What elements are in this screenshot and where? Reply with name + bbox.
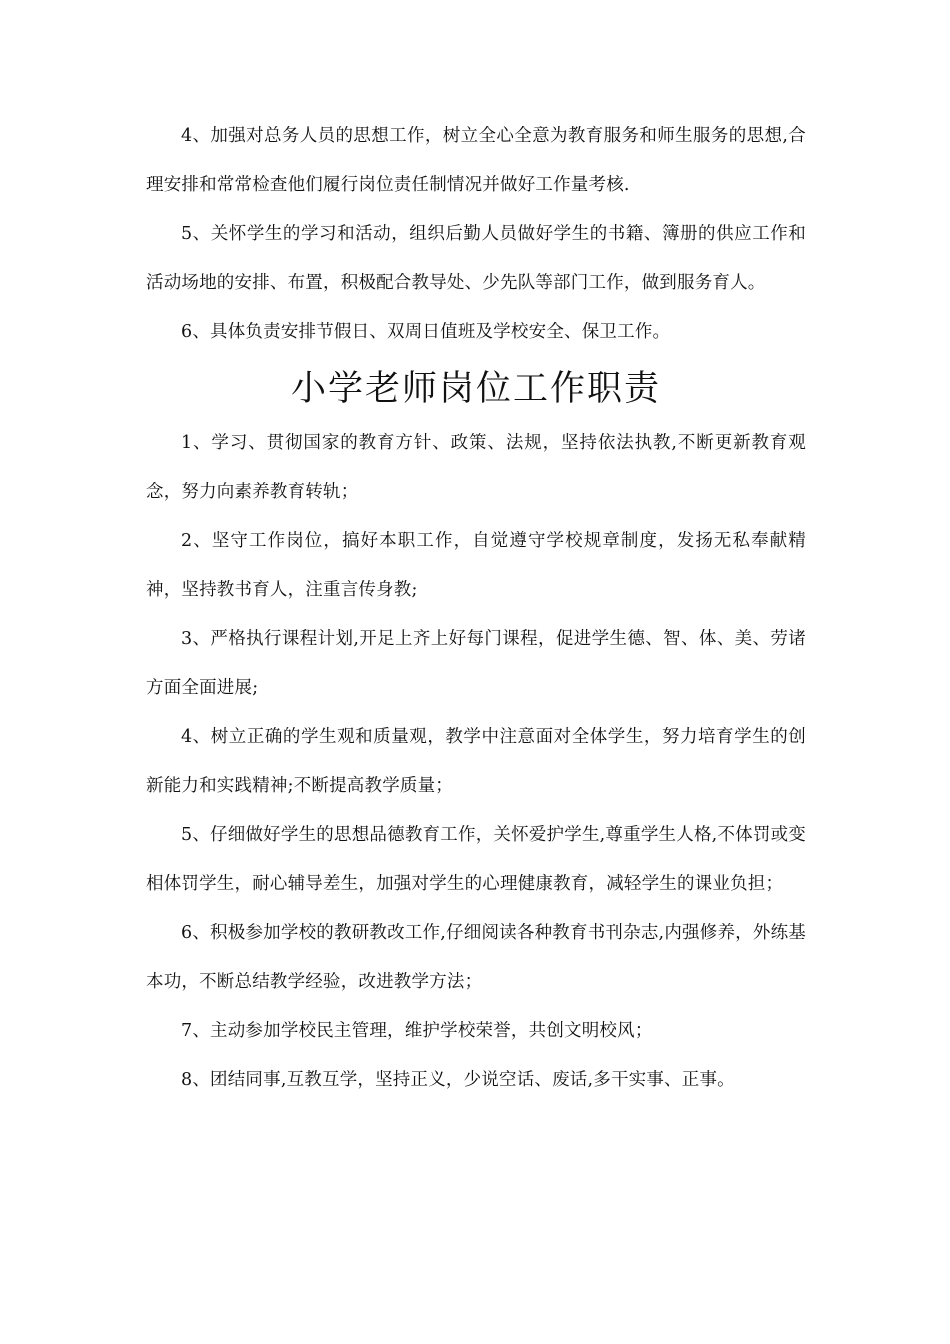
paragraph: 8、团结同事,互教互学，坚持正义，少说空话、废话,多干实事、正事。 xyxy=(181,1070,735,1090)
paragraph: 6、积极参加学校的教研教改工作,仔细阅读各种教育书刊杂志,内强修养，外练基本功，不断总结教学经验，改进教学方法； xyxy=(146,923,806,992)
paragraph: 2、坚守工作岗位，搞好本职工作，自觉遵守学校规章制度，发扬无私奉献精神，坚持教书育人，注重言传身教; xyxy=(146,531,806,600)
paragraph: 3、严格执行课程计划,开足上齐上好每门课程，促进学生德、智、体、美、劳诸方面全面进展; xyxy=(146,629,806,698)
paragraph: 7、主动参加学校民主管理，维护学校荣誉，共创文明校风； xyxy=(181,1021,653,1041)
paragraph: 4、树立正确的学生观和质量观，教学中注意面对全体学生，努力培育学生的创新能力和实践精神;不断提高教学质量； xyxy=(146,727,806,796)
paragraph: 5、仔细做好学生的思想品德教育工作，关怀爱护学生,尊重学生人格,不体罚或变相体罚学生，耐心辅导差生，加强对学生的心理健康教育，减轻学生的课业负担； xyxy=(146,825,806,894)
paragraph: 6、具体负责安排节假日、双周日值班及学校安全、保卫工作。 xyxy=(181,322,671,342)
paragraph: 1、学习、贯彻国家的教育方针、政策、法规，坚持依法执教,不断更新教育观念，努力向素养教育转轨； xyxy=(146,433,806,502)
document-body xyxy=(146,112,806,1105)
paragraph: 4、加强对总务人员的思想工作，树立全心全意为教育服务和师生服务的思想,合理安排和常常检查他们履行岗位责任制情况并做好工作量考核. xyxy=(146,126,806,195)
document-title: 小学老师岗位工作职责 xyxy=(290,369,661,409)
paragraph: 5、关怀学生的学习和活动，组织后勤人员做好学生的书籍、簿册的供应工作和活动场地的安排、布置，积极配合教导处、少先队等部门工作，做到服务育人。 xyxy=(146,224,806,293)
